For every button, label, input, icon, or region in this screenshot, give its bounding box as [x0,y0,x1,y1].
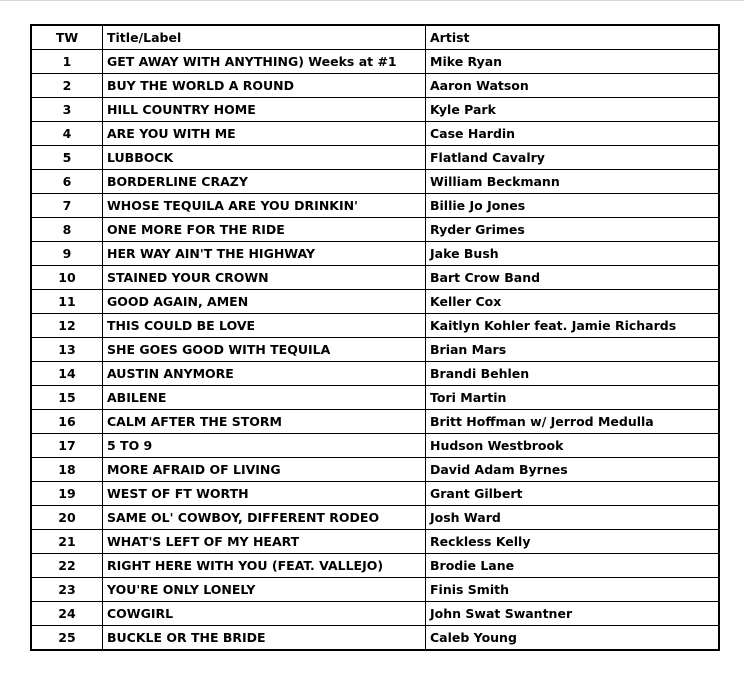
table-row [31,386,719,410]
rank-cell: 8 [31,218,103,242]
table-row [31,170,719,194]
table-row [31,218,719,242]
title-cell: LUBBOCK [103,146,426,170]
title-cell: STAINED YOUR CROWN [103,266,426,290]
rank-cell: 10 [31,266,103,290]
table-row [31,266,719,290]
artist-cell: Finis Smith [426,578,720,602]
title-cell: BORDERLINE CRAZY [103,170,426,194]
title-cell: WEST OF FT WORTH [103,482,426,506]
artist-cell: William Beckmann [426,170,720,194]
table-row [31,626,719,651]
rank-cell: 3 [31,98,103,122]
header-row [31,25,719,50]
title-cell: WHAT'S LEFT OF MY HEART [103,530,426,554]
artist-cell: Ryder Grimes [426,218,720,242]
table-row [31,434,719,458]
table-row [31,554,719,578]
artist-cell: Tori Martin [426,386,720,410]
artist-cell: Brandi Behlen [426,362,720,386]
title-cell: ABILENE [103,386,426,410]
rank-cell: 1 [31,50,103,74]
title-cell: SAME OL' COWBOY, DIFFERENT RODEO [103,506,426,530]
table-row [31,458,719,482]
artist-cell: Aaron Watson [426,74,720,98]
rank-cell: 13 [31,338,103,362]
artist-cell: Kyle Park [426,98,720,122]
artist-cell: Keller Cox [426,290,720,314]
artist-cell: David Adam Byrnes [426,458,720,482]
rank-cell: 24 [31,602,103,626]
artist-cell: Flatland Cavalry [426,146,720,170]
table-row [31,122,719,146]
header-title: Title/Label [103,25,426,50]
title-cell: SHE GOES GOOD WITH TEQUILA [103,338,426,362]
rank-cell: 14 [31,362,103,386]
rank-cell: 18 [31,458,103,482]
rank-cell: 2 [31,74,103,98]
title-cell: AUSTIN ANYMORE [103,362,426,386]
title-cell: COWGIRL [103,602,426,626]
rank-cell: 7 [31,194,103,218]
table-row [31,74,719,98]
rank-cell: 17 [31,434,103,458]
table-row [31,146,719,170]
artist-cell: John Swat Swantner [426,602,720,626]
table-row [31,410,719,434]
title-cell: YOU'RE ONLY LONELY [103,578,426,602]
header-tw: TW [31,25,103,50]
artist-cell: Britt Hoffman w/ Jerrod Medulla [426,410,720,434]
table-row [31,242,719,266]
artist-cell: Caleb Young [426,626,720,651]
title-cell: 5 TO 9 [103,434,426,458]
rank-cell: 4 [31,122,103,146]
table-row [31,602,719,626]
table-row [31,50,719,74]
rank-cell: 16 [31,410,103,434]
title-cell: CALM AFTER THE STORM [103,410,426,434]
table-row [31,194,719,218]
table-row [31,290,719,314]
table-row [31,98,719,122]
artist-cell: Hudson Westbrook [426,434,720,458]
table-row [31,362,719,386]
table-row [31,506,719,530]
table-row [31,578,719,602]
rank-cell: 11 [31,290,103,314]
artist-cell: Grant Gilbert [426,482,720,506]
rank-cell: 9 [31,242,103,266]
artist-cell: Bart Crow Band [426,266,720,290]
title-cell: HILL COUNTRY HOME [103,98,426,122]
title-cell: GET AWAY WITH ANYTHING) Weeks at #1 [103,50,426,74]
chart-table [30,24,720,651]
rank-cell: 21 [31,530,103,554]
title-cell: GOOD AGAIN, AMEN [103,290,426,314]
title-cell: BUCKLE OR THE BRIDE [103,626,426,651]
title-cell: RIGHT HERE WITH YOU (FEAT. VALLEJO) [103,554,426,578]
title-cell: ARE YOU WITH ME [103,122,426,146]
title-cell: MORE AFRAID OF LIVING [103,458,426,482]
title-cell: ONE MORE FOR THE RIDE [103,218,426,242]
rank-cell: 23 [31,578,103,602]
rank-cell: 20 [31,506,103,530]
artist-cell: Brian Mars [426,338,720,362]
artist-cell: Kaitlyn Kohler feat. Jamie Richards [426,314,720,338]
rank-cell: 19 [31,482,103,506]
rank-cell: 25 [31,626,103,651]
rank-cell: 22 [31,554,103,578]
artist-cell: Mike Ryan [426,50,720,74]
rank-cell: 12 [31,314,103,338]
rank-cell: 5 [31,146,103,170]
title-cell: HER WAY AIN'T THE HIGHWAY [103,242,426,266]
table-row [31,482,719,506]
table-row [31,530,719,554]
title-cell: THIS COULD BE LOVE [103,314,426,338]
chart-body [31,50,719,651]
artist-cell: Jake Bush [426,242,720,266]
artist-cell: Josh Ward [426,506,720,530]
rank-cell: 15 [31,386,103,410]
artist-cell: Brodie Lane [426,554,720,578]
rank-cell: 6 [31,170,103,194]
artist-cell: Reckless Kelly [426,530,720,554]
title-cell: WHOSE TEQUILA ARE YOU DRINKIN' [103,194,426,218]
artist-cell: Billie Jo Jones [426,194,720,218]
title-cell: BUY THE WORLD A ROUND [103,74,426,98]
top-divider [0,0,744,1]
table-row [31,314,719,338]
artist-cell: Case Hardin [426,122,720,146]
header-artist: Artist [426,25,720,50]
table-row [31,338,719,362]
